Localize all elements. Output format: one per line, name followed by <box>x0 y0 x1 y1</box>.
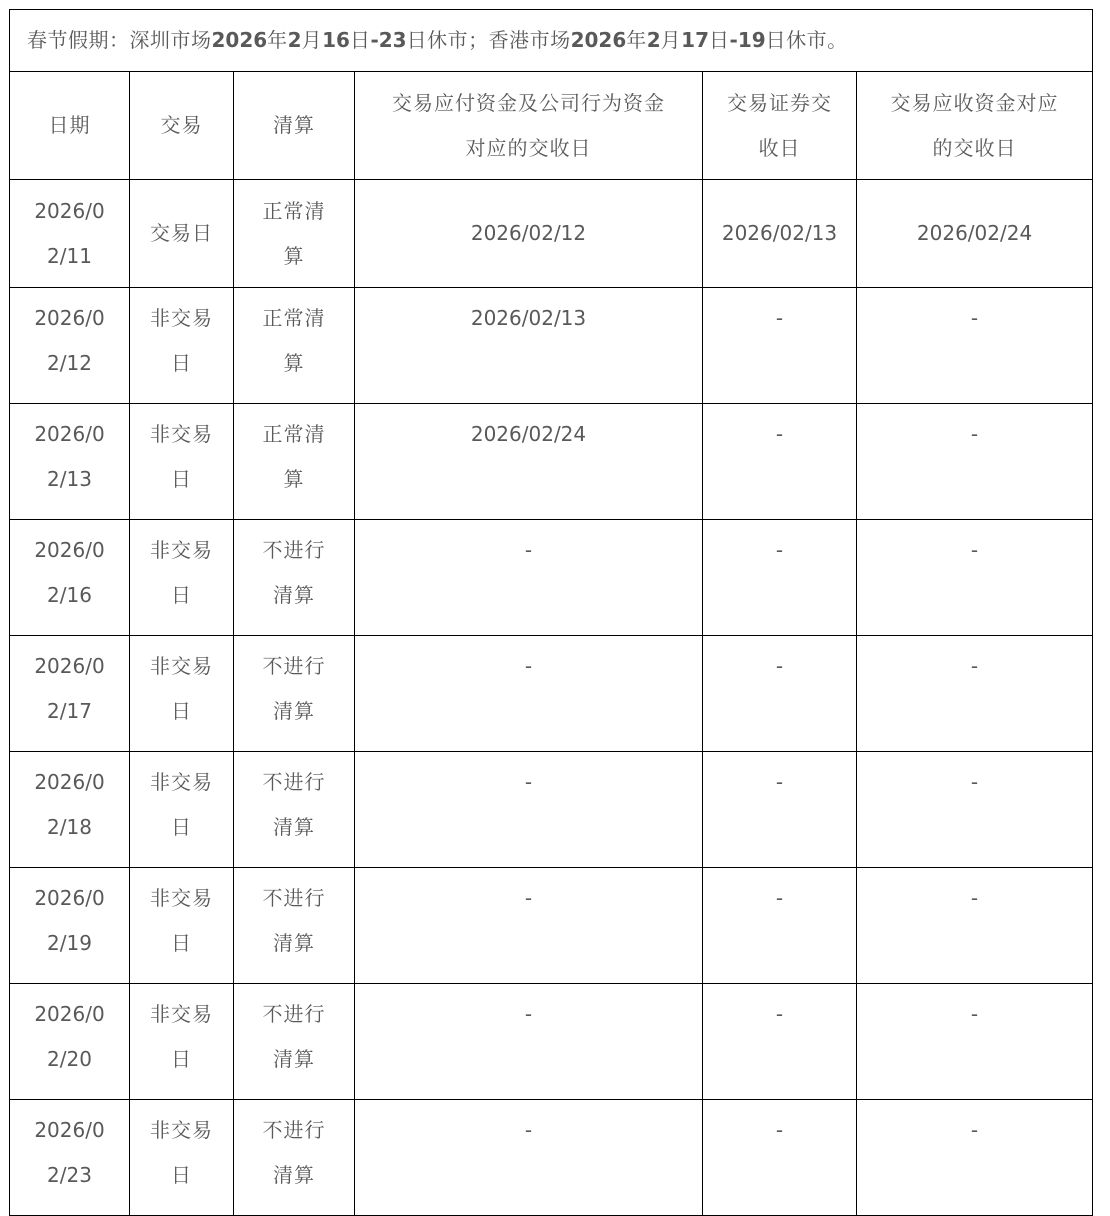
clearing-line-2: 清算 <box>273 1163 315 1187</box>
cell-trade <box>130 636 234 752</box>
trade-line-2: 日 <box>171 467 192 491</box>
clearing-line-2: 清算 <box>273 931 315 955</box>
trade-line-1: 非交易 <box>150 538 213 562</box>
date-part-a: 2026/0 <box>34 654 105 678</box>
cell-receive-settlement: - <box>857 404 1093 520</box>
cell-securities-settlement: - <box>703 868 857 984</box>
trade-line-1: 非交易 <box>150 1118 213 1142</box>
date-part-a: 2026/0 <box>34 886 105 910</box>
trade-line-1: 非交易 <box>150 770 213 794</box>
cell-date <box>10 180 130 288</box>
cell-trade <box>130 180 234 288</box>
header-date: 日期 <box>10 72 130 180</box>
cell-pay-settlement: - <box>355 868 703 984</box>
cell-clearing <box>234 288 355 404</box>
clearing-line-1: 不进行 <box>262 770 326 794</box>
trade-line-1: 非交易 <box>150 422 213 446</box>
header-pay-funds: 交易应付资金及公司行为资金 对应的交收日 <box>355 72 703 180</box>
table-row <box>10 1100 1093 1216</box>
table-row <box>10 984 1093 1100</box>
cell-trade <box>130 984 234 1100</box>
table-row <box>10 868 1093 984</box>
cell-clearing <box>234 1100 355 1216</box>
trade-line-1: 交易日 <box>150 221 213 245</box>
cell-date <box>10 288 130 404</box>
trade-line-2: 日 <box>171 1047 192 1071</box>
cell-trade <box>130 288 234 404</box>
trade-line-1: 非交易 <box>150 306 213 330</box>
holiday-notice: 春节假期：深圳市场2026年2月16日-23日休市；香港市场2026年2月17日-19日休市。 <box>10 10 1093 72</box>
trade-line-1: 非交易 <box>150 1002 213 1026</box>
date-part-a: 2026/0 <box>34 306 105 330</box>
clearing-line-2: 清算 <box>273 583 315 607</box>
cell-receive-settlement: - <box>857 288 1093 404</box>
cell-trade <box>130 520 234 636</box>
cell-receive-settlement: - <box>857 984 1093 1100</box>
cell-trade <box>130 1100 234 1216</box>
cell-pay-settlement: - <box>355 984 703 1100</box>
cell-receive-settlement: - <box>857 636 1093 752</box>
trade-line-1: 非交易 <box>150 654 213 678</box>
clearing-line-2: 清算 <box>273 699 315 723</box>
date-part-b: 2/20 <box>47 1047 92 1071</box>
clearing-line-1: 正常清 <box>262 306 326 330</box>
cell-date <box>10 404 130 520</box>
clearing-line-1: 不进行 <box>262 538 326 562</box>
clearing-line-2: 清算 <box>273 1047 315 1071</box>
cell-receive-settlement: - <box>857 868 1093 984</box>
clearing-line-1: 不进行 <box>262 1002 326 1026</box>
cell-securities-settlement: - <box>703 1100 857 1216</box>
clearing-line-1: 正常清 <box>262 422 326 446</box>
cell-pay-settlement: 2026/02/13 <box>355 288 703 404</box>
table-header-row <box>10 72 1093 180</box>
cell-securities-settlement: - <box>703 288 857 404</box>
clearing-line-1: 不进行 <box>262 886 326 910</box>
cell-pay-settlement: - <box>355 636 703 752</box>
date-part-b: 2/12 <box>47 351 92 375</box>
cell-securities-settlement: - <box>703 752 857 868</box>
date-part-a: 2026/0 <box>34 422 105 446</box>
table-row <box>10 636 1093 752</box>
trade-line-2: 日 <box>171 1163 192 1187</box>
settlement-schedule <box>9 9 1092 1216</box>
clearing-line-1: 不进行 <box>262 654 326 678</box>
trade-line-2: 日 <box>171 815 192 839</box>
date-part-b: 2/23 <box>47 1163 92 1187</box>
cell-pay-settlement: - <box>355 1100 703 1216</box>
cell-clearing <box>234 984 355 1100</box>
date-part-b: 2/16 <box>47 583 92 607</box>
date-part-b: 2/18 <box>47 815 92 839</box>
cell-trade <box>130 868 234 984</box>
cell-clearing <box>234 180 355 288</box>
cell-pay-settlement: 2026/02/12 <box>355 180 703 288</box>
header-receive-funds: 交易应收资金对应 的交收日 <box>857 72 1093 180</box>
clearing-line-2: 算 <box>283 351 305 375</box>
cell-receive-settlement: - <box>857 1100 1093 1216</box>
cell-receive-settlement: - <box>857 752 1093 868</box>
cell-securities-settlement: - <box>703 636 857 752</box>
date-part-a: 2026/0 <box>34 770 105 794</box>
trade-line-2: 日 <box>171 699 192 723</box>
cell-clearing <box>234 636 355 752</box>
cell-receive-settlement: - <box>857 520 1093 636</box>
date-part-b: 2/13 <box>47 467 92 491</box>
cell-securities-settlement: - <box>703 520 857 636</box>
cell-date <box>10 752 130 868</box>
cell-date <box>10 1100 130 1216</box>
table-row <box>10 404 1093 520</box>
date-part-b: 2/17 <box>47 699 92 723</box>
trade-line-2: 日 <box>171 931 192 955</box>
date-part-b: 2/19 <box>47 931 92 955</box>
cell-date <box>10 868 130 984</box>
cell-clearing <box>234 520 355 636</box>
date-part-a: 2026/0 <box>34 198 105 223</box>
cell-pay-settlement: 2026/02/24 <box>355 404 703 520</box>
clearing-line-1: 正常清 <box>262 198 326 223</box>
trade-line-2: 日 <box>171 583 192 607</box>
header-trade: 交易 <box>130 72 234 180</box>
clearing-line-1: 不进行 <box>262 1118 326 1142</box>
table-row <box>10 180 1093 288</box>
trade-line-2: 日 <box>171 351 192 375</box>
clearing-line-2: 清算 <box>273 815 315 839</box>
date-part-a: 2026/0 <box>34 538 105 562</box>
cell-pay-settlement: - <box>355 520 703 636</box>
cell-clearing <box>234 404 355 520</box>
cell-trade <box>130 752 234 868</box>
header-securities: 交易证券交 收日 <box>703 72 857 180</box>
cell-securities-settlement: 2026/02/13 <box>703 180 857 288</box>
table-row <box>10 752 1093 868</box>
cell-date <box>10 984 130 1100</box>
cell-clearing <box>234 868 355 984</box>
header-clearing: 清算 <box>234 72 355 180</box>
date-part-a: 2026/0 <box>34 1118 105 1142</box>
date-part-a: 2026/0 <box>34 1002 105 1026</box>
clearing-line-2: 算 <box>283 243 305 268</box>
cell-securities-settlement: - <box>703 404 857 520</box>
clearing-line-2: 算 <box>283 467 305 491</box>
cell-securities-settlement: - <box>703 984 857 1100</box>
trade-line-1: 非交易 <box>150 886 213 910</box>
table-row <box>10 288 1093 404</box>
cell-date <box>10 636 130 752</box>
cell-clearing <box>234 752 355 868</box>
cell-trade <box>130 404 234 520</box>
holiday-settlement-table <box>9 9 1093 1216</box>
table-row <box>10 520 1093 636</box>
table-body <box>10 180 1093 1216</box>
cell-pay-settlement: - <box>355 752 703 868</box>
cell-date <box>10 520 130 636</box>
cell-receive-settlement: 2026/02/24 <box>857 180 1093 288</box>
date-part-b: 2/11 <box>47 243 92 268</box>
